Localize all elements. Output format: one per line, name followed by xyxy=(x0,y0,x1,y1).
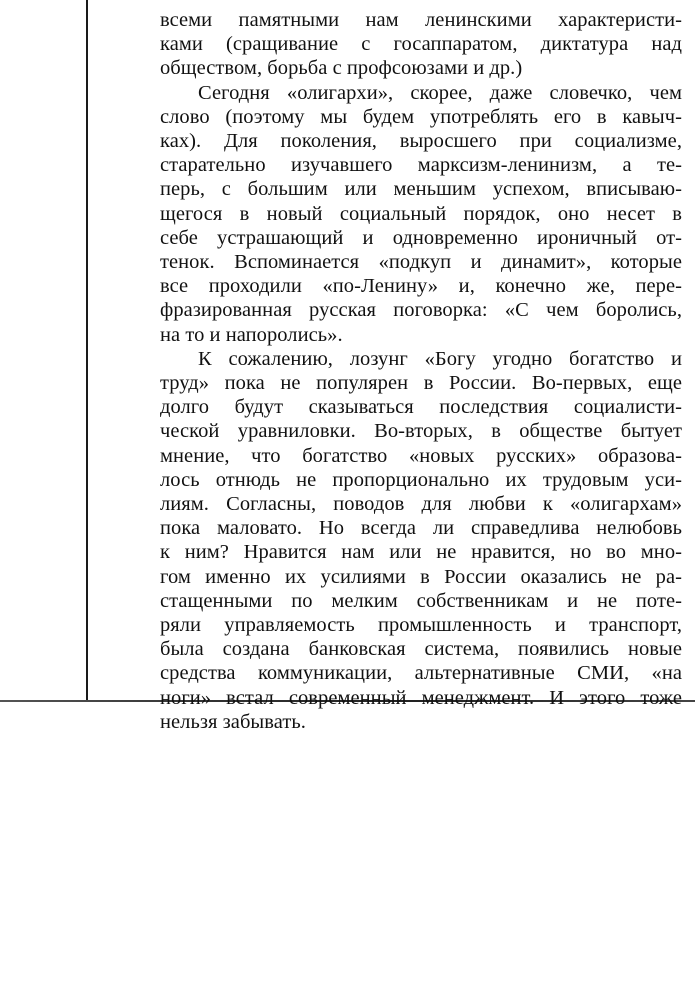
text-line: ках). Для поколения, выросшего при социализме, xyxy=(160,130,682,153)
text-line: Сегодня «олигархи», скорее, даже словечко, чем xyxy=(198,81,682,104)
text-line: лиям. Согласны, поводов для любви к «олигархам» xyxy=(160,493,682,516)
text-line: перь, с большим или меньшим успехом, вписываю- xyxy=(160,178,682,201)
text-line: всеми памятными нам ленинскими характеристи- xyxy=(160,9,682,31)
text-line: все проходили «по-Ленину» и, конечно же, пере- xyxy=(160,275,682,298)
text-line: ноги» встал современный менеджмент. И этого тоже xyxy=(160,686,682,709)
text-line: стащенными по мелким собственникам и не поте- xyxy=(160,589,682,612)
text-line: обществом, борьба с профсоюзами и др.) xyxy=(160,57,523,80)
text-line: долго будут сказываться последствия социалисти- xyxy=(160,396,682,419)
text-line: фразированная русская поговорка: «С чем боролись, xyxy=(160,299,682,322)
text-line: старательно изучавшего марксизм-ленинизм, а те- xyxy=(160,154,682,177)
text-line: ряли управляемость промышленность и транспорт, xyxy=(160,614,682,637)
paragraph-1 xyxy=(160,8,682,81)
text-line: пока маловато. Но всегда ли справедлива нелюбовь xyxy=(160,517,682,540)
text-line: нельзя забывать. xyxy=(160,710,306,733)
text-line: лось отнюдь не пропорционально их трудовым уси- xyxy=(160,468,682,491)
text-line: тенок. Вспоминается «подкуп и динамит», которые xyxy=(160,251,682,274)
text-line: мнение, что богатство «новых русских» образова- xyxy=(160,444,682,467)
text-line: на то и напоролись». xyxy=(160,323,343,346)
paragraph-3 xyxy=(160,347,682,734)
vertical-margin-rule xyxy=(86,0,88,702)
text-line: была создана банковская система, появились новые xyxy=(160,638,682,661)
text-line: щегося в новый социальный порядок, оно несет в xyxy=(160,202,682,225)
body-text xyxy=(160,8,682,734)
text-line: слово (поэтому мы будем употреблять его в кавыч- xyxy=(160,105,682,128)
paragraph-2 xyxy=(160,81,682,347)
text-line: средства коммуникации, альтернативные СМИ, «на xyxy=(160,662,682,685)
text-line: ческой уравниловки. Во-вторых, в обществе бытует xyxy=(160,420,682,443)
text-line: себе устрашающий и одновременно ироничный от- xyxy=(160,226,682,249)
text-line: ками (сращивание с госаппаратом, диктатура над xyxy=(160,33,682,56)
text-line: К сожалению, лозунг «Богу угодно богатство и xyxy=(198,347,682,370)
text-line: труд» пока не популярен в России. Во-первых, еще xyxy=(160,372,682,395)
text-line: гом именно их усилиями в России оказались не ра- xyxy=(160,565,682,588)
text-line: к ним? Нравится нам или не нравится, но во мно- xyxy=(160,541,682,564)
